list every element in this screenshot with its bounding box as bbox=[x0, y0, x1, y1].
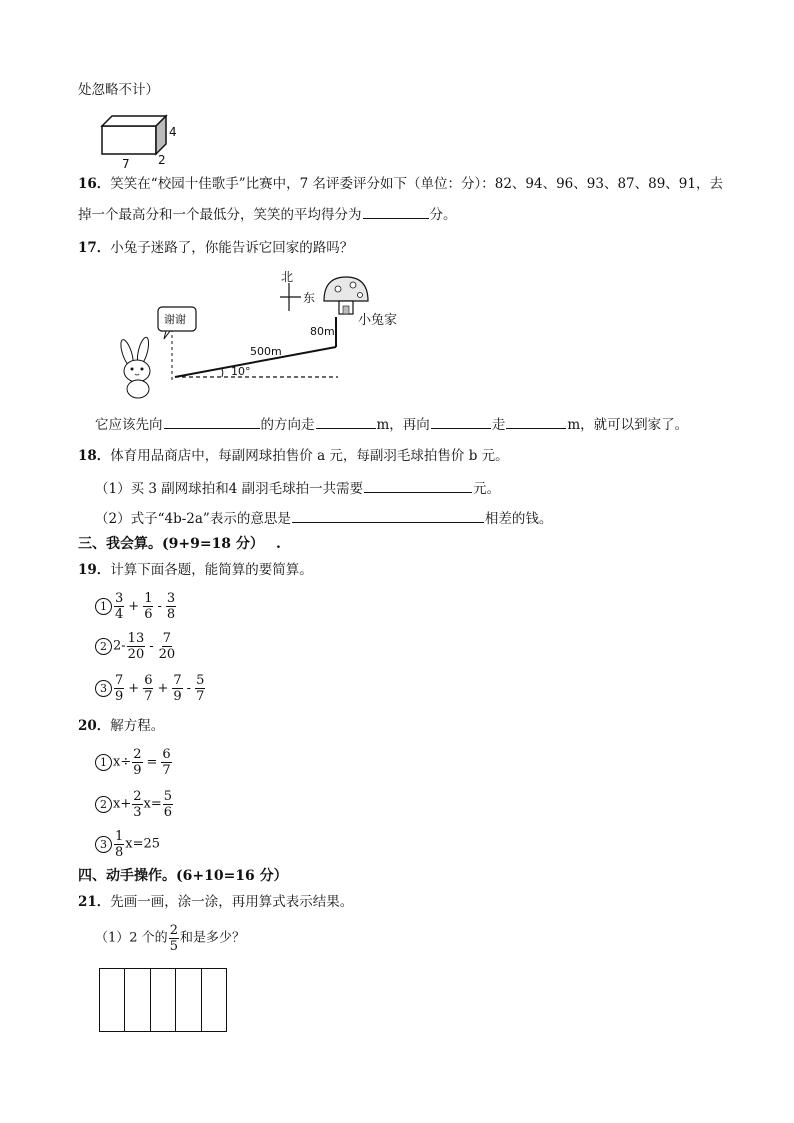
q17-direction2-blank[interactable] bbox=[431, 414, 491, 429]
fraction-denominator: 7 bbox=[196, 689, 205, 704]
q19-expr3 bbox=[95, 670, 206, 707]
q17-number: 17． bbox=[78, 240, 111, 256]
q20-eq2 bbox=[95, 786, 174, 823]
expr-tail: x=25 bbox=[125, 836, 161, 852]
fraction-numerator: 6 bbox=[144, 673, 153, 688]
grid-cell[interactable] bbox=[100, 969, 125, 1031]
fraction-numerator: 6 bbox=[162, 747, 171, 762]
q16-text3: 分。 bbox=[429, 207, 457, 223]
q18-p1-blank[interactable] bbox=[364, 478, 472, 493]
fraction-numerator: 2 bbox=[133, 789, 142, 804]
angle-label: 10° bbox=[231, 365, 251, 378]
q21-p1-text: （1）2 个的 bbox=[95, 930, 168, 946]
fraction-denominator: 3 bbox=[133, 805, 142, 820]
expr-lead: x÷ bbox=[113, 754, 132, 770]
q16-line2 bbox=[78, 204, 457, 225]
fraction-numerator: 5 bbox=[196, 673, 205, 688]
expr-mid: x= bbox=[143, 796, 162, 812]
q16-answer-blank[interactable] bbox=[363, 204, 429, 219]
q18-p2-tail: 相差的钱。 bbox=[484, 511, 553, 527]
fraction-denominator: 9 bbox=[173, 689, 182, 704]
section-4-heading: 四、动手操作。(6+10=16 分） bbox=[78, 868, 288, 884]
q17-ans-e: m，就可以到家了。 bbox=[567, 417, 689, 433]
fraction-denominator: 8 bbox=[115, 845, 124, 860]
fraction-denominator: 7 bbox=[162, 763, 171, 778]
compass-east: 东 bbox=[303, 291, 316, 305]
fraction-denominator: 4 bbox=[115, 607, 124, 622]
mushroom-house-icon bbox=[324, 277, 368, 314]
fraction-denominator: 20 bbox=[127, 647, 145, 662]
expr-lead: x+ bbox=[113, 796, 132, 812]
grid-cell[interactable] bbox=[151, 969, 176, 1031]
distance-80: 80m bbox=[310, 325, 335, 338]
q16-line1 bbox=[78, 174, 723, 194]
q16-number: 16． bbox=[78, 176, 111, 192]
q17-text: 小兔子迷路了，你能告诉它回家的路吗？ bbox=[110, 240, 354, 256]
fraction-numerator: 2 bbox=[169, 923, 178, 938]
q17-ans-a: 它应该先向 bbox=[95, 417, 163, 433]
fraction-numerator: 1 bbox=[144, 591, 153, 606]
q21-text: 先画一画，涂一涂，再用算式表示结果。 bbox=[110, 894, 354, 910]
operator: + bbox=[128, 680, 140, 696]
grid-cell[interactable] bbox=[176, 969, 201, 1031]
q21-line bbox=[78, 892, 353, 912]
q19-number: 19． bbox=[78, 562, 111, 578]
fraction-numerator: 5 bbox=[163, 789, 173, 804]
speech-bubble-text: 谢谢 bbox=[164, 313, 186, 326]
circle-number: 2 bbox=[95, 796, 112, 813]
q19-text: 计算下面各题，能简算的要简算。 bbox=[110, 562, 313, 578]
q17-direction1-blank[interactable] bbox=[164, 414, 260, 429]
fraction-numerator: 3 bbox=[115, 591, 124, 606]
rabbit-map bbox=[110, 265, 430, 400]
circle-number: 3 bbox=[95, 680, 112, 697]
compass-north: 北 bbox=[281, 270, 294, 284]
expr-lead: 2- bbox=[113, 638, 126, 654]
q16-text1: 笑笑在“校园十佳歌手”比赛中，7 名评委评分如下（单位：分）：82、94、96、93、87、89、91，去 bbox=[110, 176, 723, 192]
q20-eq1 bbox=[95, 744, 173, 781]
q20-text: 解方程。 bbox=[110, 718, 165, 734]
fraction-denominator: 9 bbox=[115, 689, 124, 704]
cuboid-figure bbox=[98, 112, 188, 170]
q18-text: 体育用品商店中，每副网球拍售价 a 元，每副羽毛球拍售价 b 元。 bbox=[110, 448, 509, 464]
home-label: 小兔家 bbox=[358, 313, 398, 328]
fraction-denominator: 6 bbox=[144, 607, 153, 622]
fraction-denominator: 20 bbox=[158, 647, 176, 662]
fraction-numerator: 13 bbox=[127, 631, 145, 646]
q17-distance2-blank[interactable] bbox=[506, 414, 566, 429]
fraction-numerator: 7 bbox=[173, 673, 182, 688]
fraction-denominator: 5 bbox=[169, 939, 178, 954]
q19-line bbox=[78, 560, 313, 580]
q18-part2 bbox=[95, 508, 552, 529]
fraction-grid[interactable] bbox=[99, 968, 227, 1032]
cuboid-width: 2 bbox=[158, 153, 166, 167]
q20-line bbox=[78, 716, 164, 736]
q17-ans-b: 的方向走 bbox=[260, 417, 315, 433]
q17-ans-d: 走 bbox=[491, 417, 506, 433]
cuboid-height: 4 bbox=[169, 125, 177, 139]
q18-part1 bbox=[95, 478, 500, 499]
continued-text: 处忽略不计） bbox=[78, 82, 159, 98]
q18-p1-unit: 元。 bbox=[473, 481, 501, 497]
fraction-numerator: 1 bbox=[115, 829, 124, 844]
circle-number: 1 bbox=[95, 754, 112, 771]
fraction-denominator: 7 bbox=[144, 689, 153, 704]
fraction-numerator: 3 bbox=[166, 591, 176, 606]
circle-number: 2 bbox=[95, 638, 112, 655]
fraction-numerator: 7 bbox=[115, 673, 124, 688]
fraction-denominator: 6 bbox=[163, 805, 173, 820]
fraction-denominator: 8 bbox=[166, 607, 176, 622]
grid-cell[interactable] bbox=[202, 969, 226, 1031]
section-3-heading bbox=[78, 534, 281, 554]
rabbit-icon bbox=[118, 336, 150, 398]
q19-expr1 bbox=[95, 588, 177, 625]
q16-text2: 掉一个最高分和一个最低分，笑笑的平均得分为 bbox=[78, 207, 362, 223]
q20-number: 20． bbox=[78, 718, 111, 734]
cuboid-length: 7 bbox=[122, 157, 130, 170]
q18-p2-blank[interactable] bbox=[292, 508, 484, 523]
operator: + bbox=[128, 598, 140, 614]
q17-ans-c: m，再向 bbox=[376, 417, 430, 433]
q21-part1 bbox=[95, 920, 245, 957]
q17-answer-line bbox=[95, 414, 688, 435]
q17-line bbox=[78, 238, 353, 258]
q20-eq3 bbox=[95, 826, 160, 863]
q17-distance1-blank[interactable] bbox=[316, 414, 376, 429]
operator: - bbox=[186, 680, 192, 696]
q21-number: 21． bbox=[78, 894, 111, 910]
operator: - bbox=[157, 598, 162, 614]
q18-p2-text: （2）式子“4b-2a”表示的意思是 bbox=[95, 511, 291, 527]
grid-cell[interactable] bbox=[125, 969, 150, 1031]
operator: + bbox=[157, 680, 169, 696]
section-3-dot: . bbox=[275, 536, 281, 552]
q18-line bbox=[78, 446, 509, 466]
circle-number: 1 bbox=[95, 598, 112, 615]
section-3-title: 三、我会算。(9+9=18 分） bbox=[78, 536, 264, 552]
fraction-numerator: 2 bbox=[133, 747, 142, 762]
equals-sign: = bbox=[146, 754, 158, 770]
q21-p1-tail: 和是多少？ bbox=[179, 930, 245, 946]
fraction-denominator: 9 bbox=[133, 763, 142, 778]
circle-number: 3 bbox=[95, 836, 112, 853]
q19-expr2 bbox=[95, 628, 177, 665]
distance-500: 500m bbox=[250, 345, 282, 358]
q18-number: 18． bbox=[78, 448, 111, 464]
q18-p1-text: （1）买 3 副网球拍和4 副羽毛球拍一共需要 bbox=[95, 481, 364, 497]
fraction-numerator: 7 bbox=[162, 631, 172, 646]
operator: - bbox=[149, 638, 154, 654]
